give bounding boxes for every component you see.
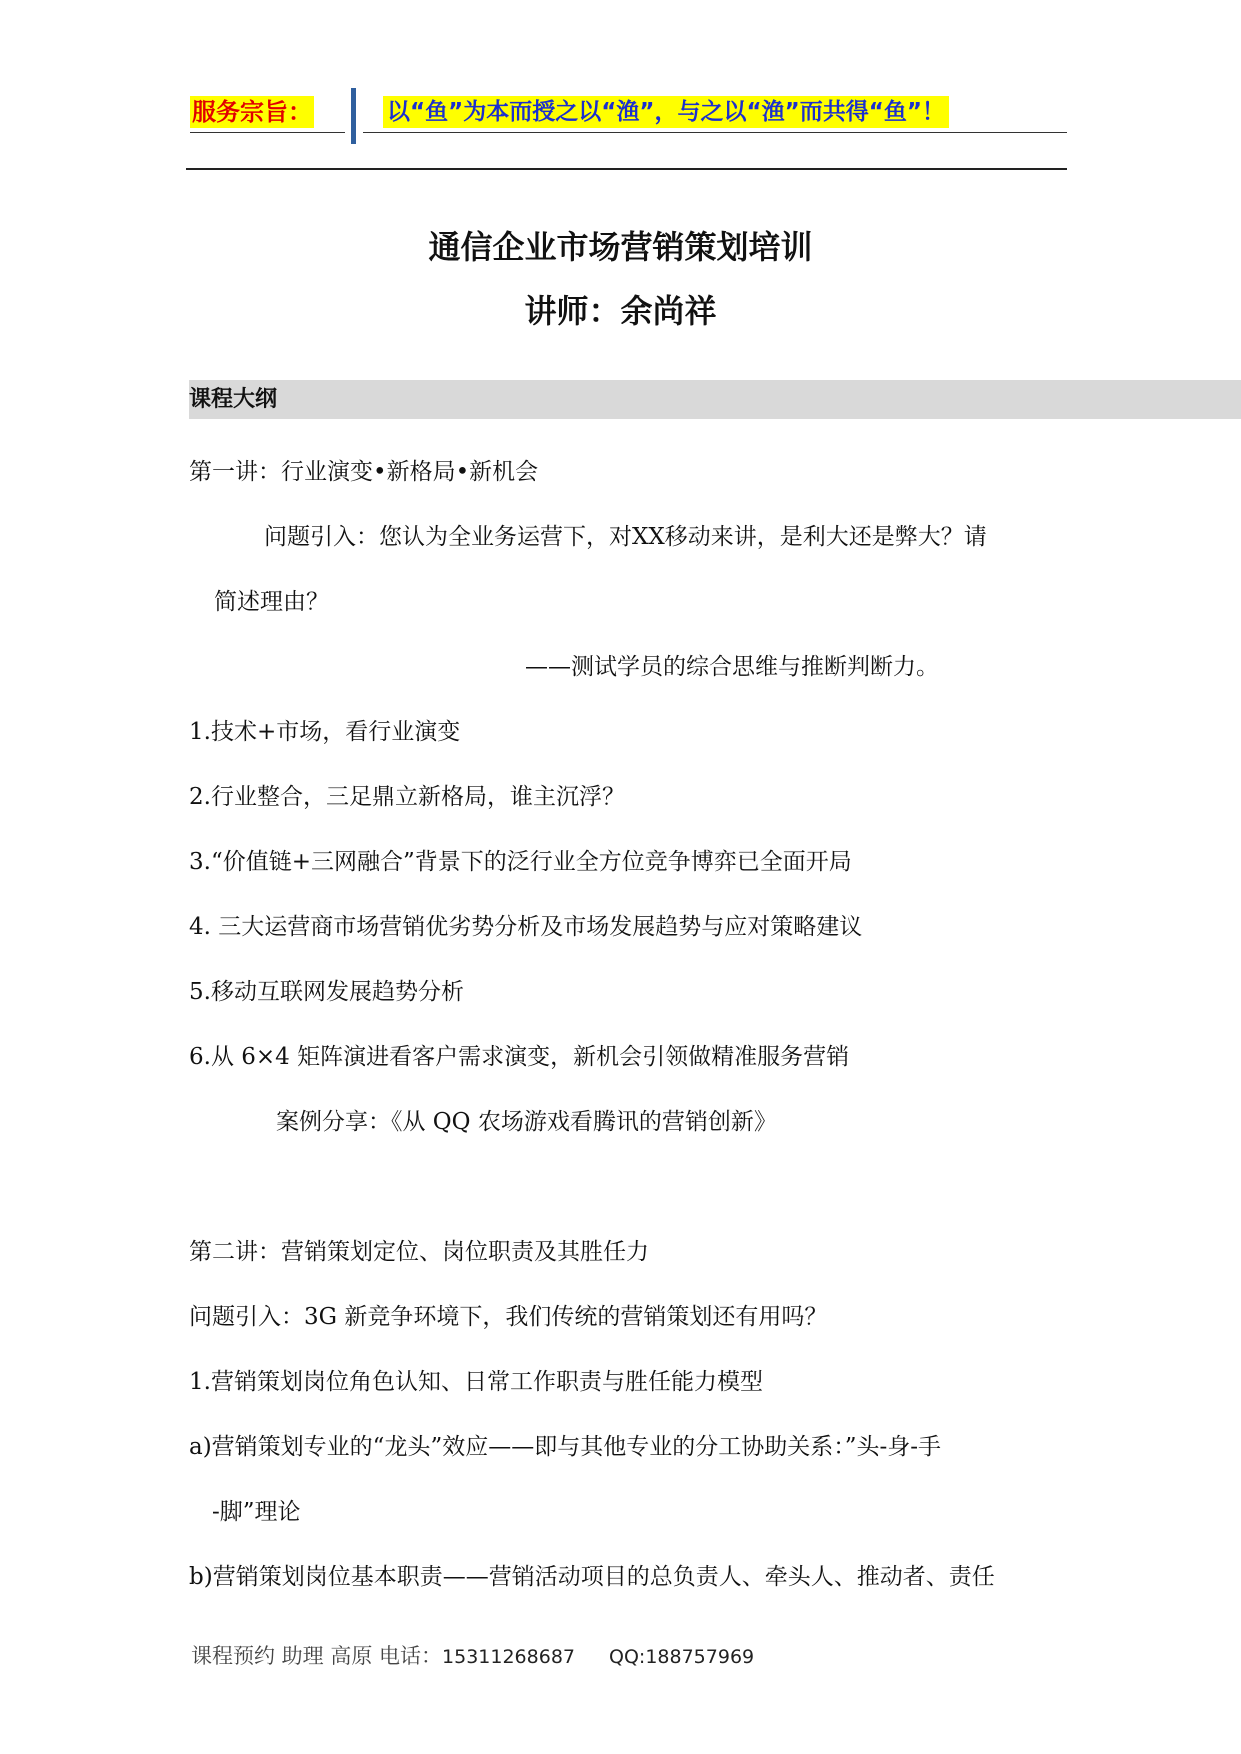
motto-label: 服务宗旨： xyxy=(192,98,312,126)
lecture-2-item: 1.营销策划岗位角色认知、日常工作职责与胜任能力模型 xyxy=(189,1369,763,1395)
lecture-1-item: 5.移动互联网发展趋势分析 xyxy=(189,979,464,1005)
lecture-1-question: 问题引入：您认为全业务运营下，对XX移动来讲，是利大还是弊大？请 xyxy=(264,524,987,550)
lecturer-line: 讲师：余尚祥 xyxy=(524,292,717,330)
lecture-2-question: 问题引入：3G 新竞争环境下，我们传统的营销策划还有用吗？ xyxy=(189,1304,828,1330)
lecture-1-question-note: ——测试学员的综合思维与推断判断力。 xyxy=(525,654,939,680)
footer-qq: QQ:188757969 xyxy=(609,1646,755,1668)
lecture-1-question-cont: 简述理由？ xyxy=(214,589,329,615)
motto-text-area xyxy=(363,96,1067,133)
header-rule xyxy=(186,168,1067,170)
lecture-1-item: 4. 三大运营商市场营销优劣势分析及市场发展趋势与应对策略建议 xyxy=(189,914,863,940)
lecture-1-item: 2.行业整合，三足鼎立新格局，谁主沉浮？ xyxy=(189,784,625,810)
lecture-1-item: 6.从 6×4 矩阵演进看客户需求演变，新机会引领做精准服务营销 xyxy=(189,1044,850,1070)
footer-phone: 15311268687 xyxy=(442,1646,576,1668)
header-divider-bar xyxy=(351,88,356,144)
footer-contact xyxy=(191,1640,754,1670)
lecture-2-heading: 第二讲：营销策划定位、岗位职责及其胜任力 xyxy=(189,1239,649,1265)
lecture-2-subitem-a: a)营销策划专业的“龙头”效应——即与其他专业的分工协助关系：”头-身-手 xyxy=(189,1434,942,1460)
footer-contact-label: 课程预约 助理 高原 电话： xyxy=(191,1644,443,1668)
lecture-1-case: 案例分享：《从 QQ 农场游戏看腾讯的营销创新》 xyxy=(276,1109,777,1135)
lecture-1-heading: 第一讲：行业演变•新格局•新机会 xyxy=(189,459,539,485)
motto-label-area xyxy=(190,96,345,133)
lecture-1-item: 1.技术+市场，看行业演变 xyxy=(189,719,461,745)
lecture-2-subitem-a-cont: -脚”理论 xyxy=(212,1499,301,1525)
outline-heading-bar xyxy=(189,380,1241,419)
motto-text: 以“鱼”为本而授之以“渔”，与之以“渔”而共得“鱼”！ xyxy=(383,96,949,128)
outline-heading: 课程大纲 xyxy=(189,387,278,412)
lecture-1-item: 3.“价值链+三网融合”背景下的泛行业全方位竞争博弈已全面开局 xyxy=(189,849,852,875)
lecture-2-subitem-b: b)营销策划岗位基本职责——营销活动项目的总负责人、牵头人、推动者、责任 xyxy=(189,1564,995,1590)
document-title: 通信企业市场营销策划培训 xyxy=(428,228,813,266)
